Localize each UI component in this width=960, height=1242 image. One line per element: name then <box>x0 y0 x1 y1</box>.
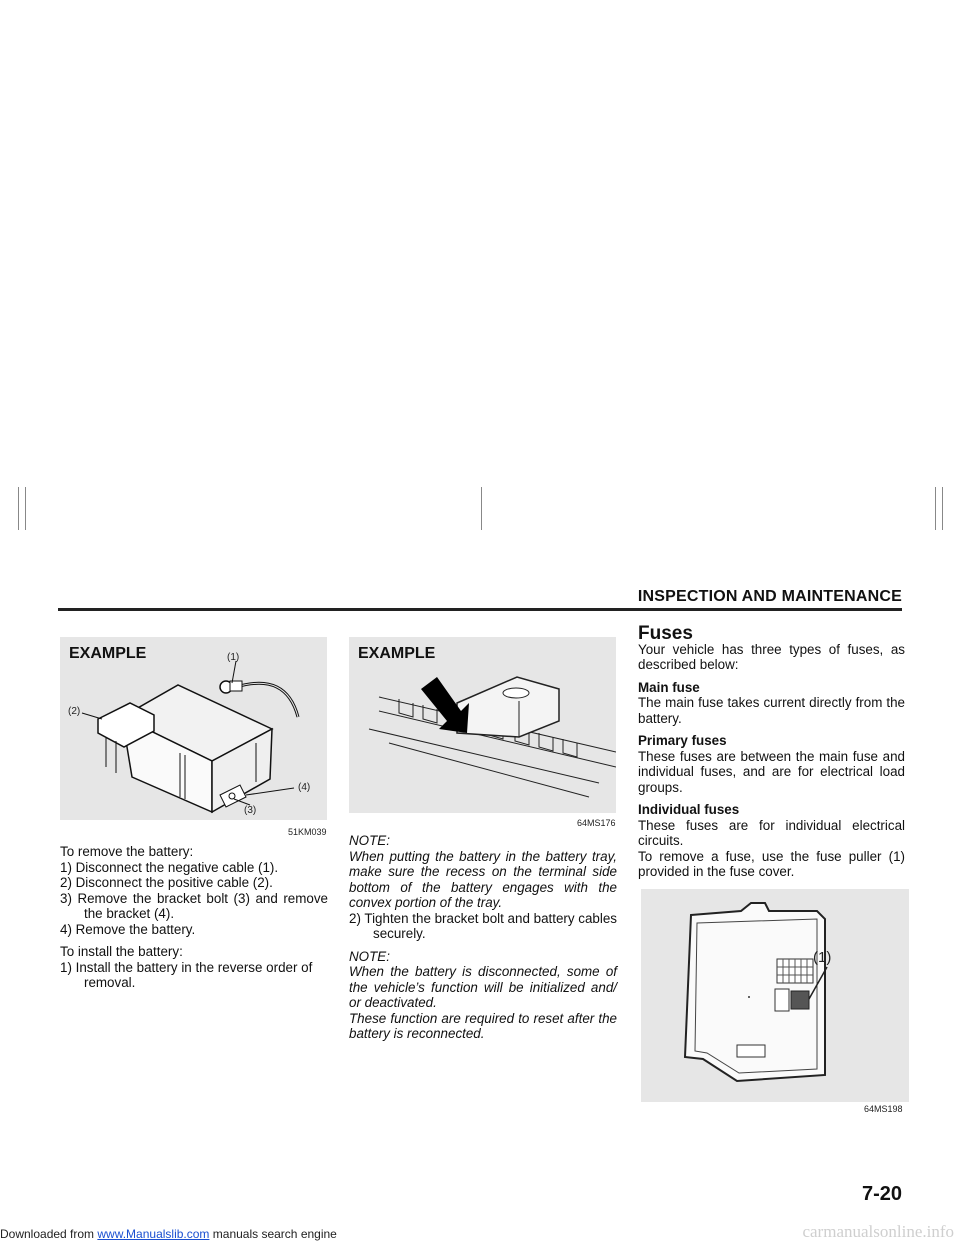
callout-1: (1) <box>227 652 240 663</box>
header-rule <box>58 608 902 611</box>
install-step: 1) Install the battery in the reverse order of removal. <box>60 959 313 990</box>
figure-code: 64MS198 <box>864 1104 903 1114</box>
section-heading: Fuses <box>638 623 693 644</box>
crop-mark <box>481 487 482 530</box>
fuse-puller-callout: (1) <box>813 949 832 966</box>
callout-2: (2) <box>68 706 81 717</box>
section-header: INSPECTION AND MAINTENANCE <box>637 588 902 605</box>
crop-mark <box>935 487 936 530</box>
fuse-cover-figure <box>641 889 909 1102</box>
battery-figure <box>60 637 327 820</box>
tray-figure <box>349 637 616 813</box>
remove-step: 1) Disconnect the negative cable (1). <box>60 859 279 875</box>
note-body: When the battery is disconnected, some of the vehicle’s function will be initialized and/ or deactivated. <box>349 964 617 1010</box>
remove-intro: To remove the battery: <box>60 844 194 859</box>
main-fuse-body: The main fuse takes current directly from the battery. <box>638 695 905 726</box>
battery-illustration <box>60 637 327 820</box>
figure-code: 51KM039 <box>288 827 327 837</box>
fuse-cover-illustration <box>641 889 909 1102</box>
figure-tag: EXAMPLE <box>69 645 147 662</box>
individual-fuses-body: These fuses are for individual electrical circuits. <box>638 817 905 848</box>
install-intro: To install the battery: <box>60 944 183 959</box>
crop-mark <box>18 487 19 530</box>
individual-fuses-body: To remove a fuse, use the fuse puller (1) provided in the fuse cover. <box>638 848 905 879</box>
main-fuse-title: Main fuse <box>638 679 700 695</box>
manualslib-link[interactable]: www.Manualslib.com <box>97 1227 210 1241</box>
primary-fuses-title: Primary fuses <box>638 733 727 748</box>
figure-code: 64MS176 <box>577 818 616 828</box>
note-label: NOTE: <box>349 948 390 964</box>
note-body: These function are required to reset after the battery is reconnected. <box>349 1010 617 1041</box>
callout-3: (3) <box>244 805 257 816</box>
banner-prefix: Downloaded from <box>0 1227 98 1241</box>
fuses-intro: Your vehicle has three types of fuses, as described below: <box>638 641 905 672</box>
remove-step: 3) Remove the bracket bolt (3) and remove the bracket (4). <box>60 890 328 921</box>
note-label: NOTE: <box>349 833 390 848</box>
banner-suffix: manuals search engine <box>209 1227 337 1241</box>
note-body: When putting the battery in the battery tray, make sure the recess on the terminal side bottom of the battery engages with the convex portion of the tray. <box>349 848 617 910</box>
remove-step: 4) Remove the battery. <box>60 921 196 937</box>
right-column <box>638 623 905 880</box>
tray-illustration <box>349 637 616 813</box>
install-step: 2) Tighten the bracket bolt and battery cables securely. <box>349 910 617 941</box>
watermark: carmanualsonline.info <box>802 1222 954 1241</box>
individual-fuses-title: Individual fuses <box>638 802 740 817</box>
remove-step: 2) Disconnect the positive cable (2). <box>60 875 273 890</box>
crop-mark <box>942 487 943 530</box>
middle-column <box>349 833 617 1042</box>
download-banner <box>0 1227 337 1241</box>
primary-fuses-body: These fuses are between the main fuse and individual fuses, and are for electrical load groups. <box>638 748 905 795</box>
figure-tag: EXAMPLE <box>358 645 436 662</box>
left-column <box>60 844 328 991</box>
crop-mark <box>25 487 26 530</box>
page-number: 7-20 <box>861 1183 902 1205</box>
callout-4: (4) <box>298 782 311 793</box>
